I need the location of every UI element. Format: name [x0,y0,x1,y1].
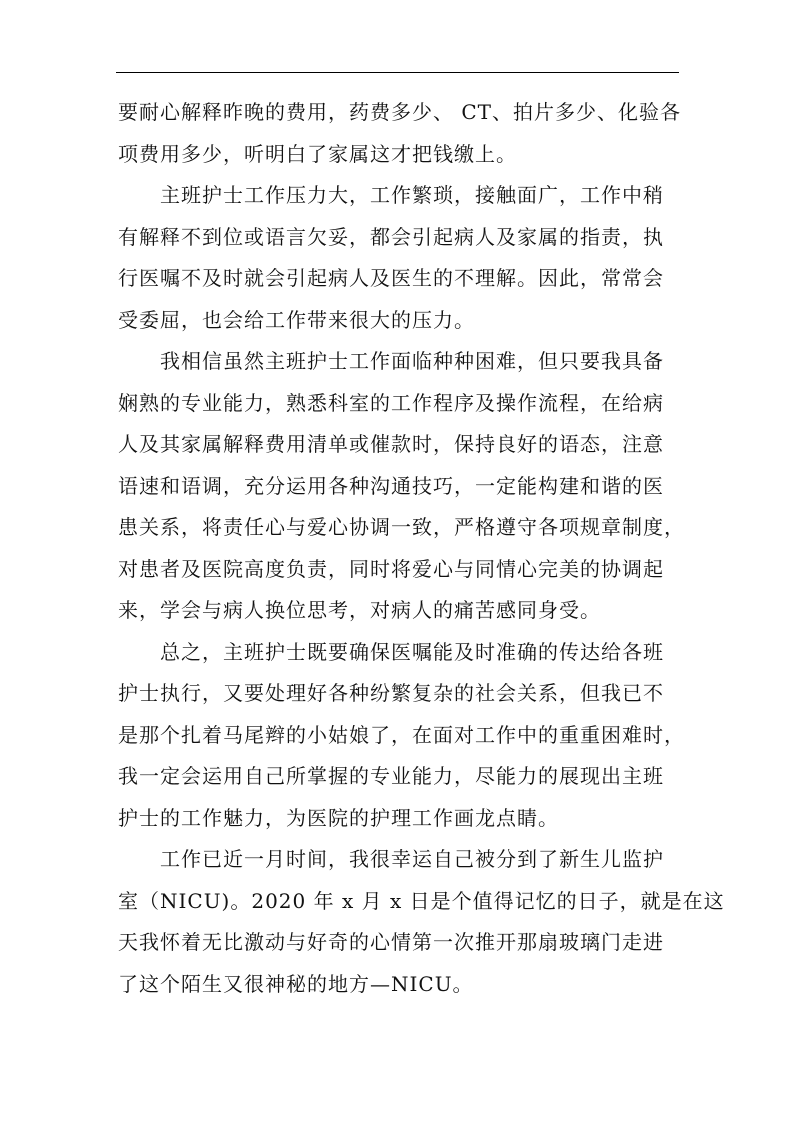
text-line: 天我怀着无比激动与好奇的心情第一次推开那扇玻璃门走进 [118,930,664,954]
text-line: 娴熟的专业能力，熟悉科室的工作程序及操作流程，在给病 [118,391,664,415]
text-line: 了这个陌生又很神秘的地方—NICU。 [118,972,474,996]
paragraph-first-line: 总之，主班护士既要确保医嘱能及时准确的传达给各班 [160,640,664,664]
text-line: 有解释不到位或语言欠妥，都会引起病人及家属的指责，执 [118,225,664,249]
text-line: 行医嘱不及时就会引起病人及医生的不理解。因此，常常会 [118,266,664,290]
text-line: 受委屈，也会给工作带来很大的压力。 [118,308,475,332]
paragraph-first-line: 我相信虽然主班护士工作面临种种困难，但只要我具备 [160,349,664,373]
text-line: 患关系，将责任心与爱心协调一致，严格遵守各项规章制度， [118,515,685,539]
text-line: 人及其家属解释费用清单或催款时，保持良好的语态，注意 [118,432,664,456]
paragraph-first-line: 主班护士工作压力大，工作繁琐，接触面广，工作中稍 [160,183,664,207]
text-line: 是那个扎着马尾辫的小姑娘了，在面对工作中的重重困难时， [118,723,685,747]
text-line: 护士的工作魅力，为医院的护理工作画龙点睛。 [118,806,559,830]
text-line: 项费用多少，听明白了家属这才把钱缴上。 [118,142,517,166]
text-line: 对患者及医院高度负责，同时将爱心与同情心完美的协调起 [118,557,664,581]
text-line: 我一定会运用自己所掌握的专业能力，尽能力的展现出主班 [118,764,664,788]
text-line: 室（NICU)。2020 年 x 月 x 日是个值得记忆的日子，就是在这 [118,889,725,913]
text-line: 要耐心解释昨晚的费用，药费多少、 CT、拍片多少、化验各 [118,100,681,124]
text-line: 语速和语调，充分运用各种沟通技巧，一定能构建和谐的医 [118,474,664,498]
paragraph-first-line: 工作已近一月时间，我很幸运自己被分到了新生儿监护 [160,847,664,871]
text-line: 护士执行，又要处理好各种纷繁复杂的社会关系，但我已不 [118,681,664,705]
text-line: 来，学会与病人换位思考，对病人的痛苦感同身受。 [118,598,601,622]
header-rule [116,72,679,73]
